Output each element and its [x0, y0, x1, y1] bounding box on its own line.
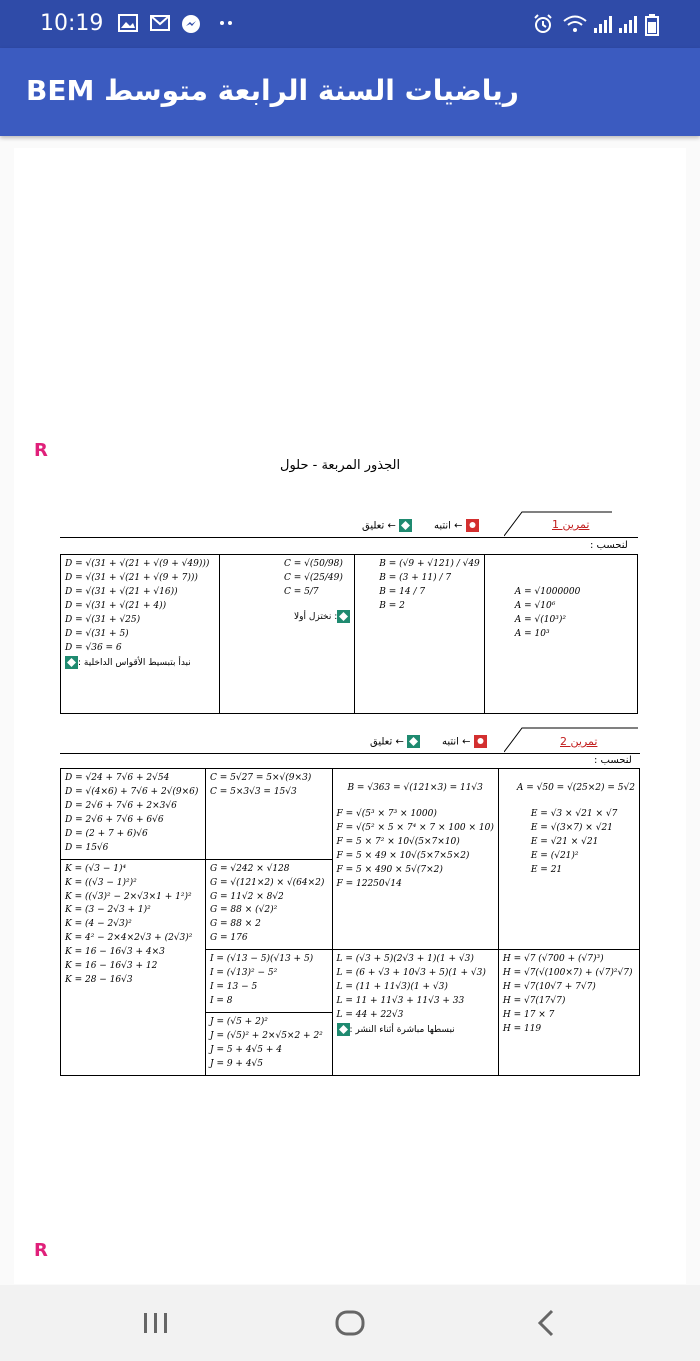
e2f-equation: F = √(5³ × 7³ × 1000) [336, 808, 437, 819]
e1c-equation: C = √(50/98) [284, 559, 343, 569]
e2g-equation: G = 88 × (√2)² [209, 905, 278, 916]
exercise1-col-a [484, 555, 637, 714]
exercise1-compute: لنحسب : [590, 540, 628, 551]
back-icon[interactable] [534, 1307, 558, 1339]
diamond-icon [337, 610, 350, 623]
skull-icon [474, 735, 487, 748]
e2b-equation: B = √363 = √(121×3) = 11√3 [347, 783, 483, 793]
e1b-equation: B = (3 + 11) / 7 [379, 572, 452, 583]
e1a-equation: A = √(10³)² [514, 614, 566, 625]
exercise2-col-e [498, 769, 639, 950]
e1b-equation: B = 14 / 7 [379, 586, 426, 597]
home-icon[interactable] [334, 1307, 366, 1339]
e2i-equation: I = 8 [209, 996, 233, 1007]
e1c-equation: C = √(25/49) [284, 572, 343, 583]
exercise2-l-note: : نبسطها مباشرة أثناء النشر [337, 1025, 455, 1035]
e2k-equation: K = 16 − 16√3 + 12 [65, 961, 158, 972]
e2l-equation: L = 44 + 22√3 [336, 1010, 404, 1020]
e2h-equation: H = √7(10√7 + 7√7) [502, 982, 596, 993]
exercise1-col-b [355, 555, 484, 714]
e2e-equation: E = (√21)² [530, 850, 579, 861]
signal-icon-1 [592, 14, 614, 34]
wifi-icon [562, 14, 588, 34]
e2g-equation: G = 88 × 2 [209, 919, 261, 930]
e2h-equation: H = √7 (√700 + (√7)³) [502, 954, 604, 965]
battery-icon [645, 14, 659, 36]
exercise2-label: تمرين 2 [560, 735, 598, 748]
document-page[interactable] [14, 148, 686, 1284]
e2h-equation: H = √7(√(100×7) + (√7)²√7) [502, 968, 633, 979]
r-mark-top: R [34, 440, 48, 461]
exercise1-c-note: نختزل أولا [294, 611, 332, 622]
e1a-equation: A = √1000000 [514, 587, 581, 597]
exercise2-comment: ← تعليق [370, 735, 420, 748]
exercise2-col-g [205, 859, 332, 950]
e2a-equation: A = √50 = √(25×2) = 5√2 [516, 783, 635, 793]
e2d-equation: D = (2 + 7 + 6)√6 [65, 828, 148, 839]
signal-icon-2 [617, 14, 639, 34]
e2f-equation: F = 5 × 7² × 10√(5×7×10) [336, 836, 460, 847]
e2i-equation: I = (√13)² − 5² [209, 968, 278, 979]
e2g-equation: G = 176 [209, 933, 248, 944]
recents-icon[interactable] [142, 1307, 170, 1339]
exercise1-d-note: : نبدأ بتبسيط الأقواس الداخلية [65, 658, 191, 668]
exercise2-warn: ← انتبه [442, 735, 487, 748]
e2j-equation: J = (√5)² + 2×√5×2 + 2² [209, 1030, 323, 1041]
e2d-equation: D = 15√6 [65, 842, 109, 853]
e1b-equation: B = 2 [379, 600, 405, 611]
exercise2-col-j [205, 1013, 332, 1076]
navigation-bar [0, 1285, 700, 1361]
e1d-equation: D = √(31 + √25) [65, 614, 141, 625]
e2e-equation: E = √21 × √21 [530, 836, 599, 847]
e1d-equation: D = √(31 + 5) [65, 628, 129, 639]
messenger-icon [181, 14, 201, 34]
exercise2-col-h [498, 950, 639, 1076]
exercise1-col-d [61, 555, 220, 714]
e2h-equation: H = 17 × 7 [502, 1010, 555, 1020]
e1a-equation: A = √10⁶ [514, 600, 556, 611]
e2k-equation: K = 16 − 16√3 + 4×3 [65, 947, 165, 958]
e2j-equation: J = 9 + 4√5 [209, 1058, 264, 1069]
e1c-equation: C = 5/7 [284, 586, 319, 597]
e2c-equation: C = 5√27 = 5×√(9×3) [209, 773, 312, 783]
exercise2-col-i [205, 950, 332, 1013]
e1d-equation: D = √(31 + √(21 + √(9 + 7))) [65, 572, 198, 583]
e1d-equation: D = √(31 + √(21 + 4)) [65, 600, 167, 611]
e2l-equation: L = (√3 + 5)(2√3 + 1)(1 + √3) [336, 954, 474, 965]
diamond-icon [399, 519, 412, 532]
alarm-icon [532, 14, 554, 34]
e2k-equation: K = ((√3)² − 2×√3×1 + 1²)² [65, 891, 192, 902]
r-mark-bottom: R [34, 1240, 48, 1261]
e1d-equation: D = √36 = 6 [65, 642, 122, 653]
e2i-equation: I = (√13 − 5)(√13 + 5) [209, 954, 314, 965]
exercise1-table [60, 554, 638, 714]
gallery-icon [118, 14, 138, 32]
exercise1-comment: ← تعليق [362, 519, 412, 532]
e2g-equation: G = 11√2 × 8√2 [209, 891, 284, 902]
e2f-equation: F = 5 × 490 × 5√(7×2) [336, 864, 443, 875]
e2l-equation: L = (11 + 11√3)(1 + √3) [336, 982, 448, 993]
e2f-equation: F = 5 × 49 × 10√(5×7×5×2) [336, 850, 470, 861]
skull-icon [466, 519, 479, 532]
exercise1-label: تمرين 1 [552, 518, 590, 531]
exercise2-col-f [332, 769, 498, 950]
e2j-equation: J = (√5 + 2)² [209, 1017, 268, 1027]
e2e-equation: E = 21 [530, 864, 563, 875]
e2g-equation: G = √(121×2) × √(64×2) [209, 877, 325, 888]
e2k-equation: K = 28 − 16√3 [65, 975, 133, 986]
e1d-equation: D = √(31 + √(21 + √16)) [65, 586, 178, 597]
e2l-equation: L = (6 + √3 + 10√3 + 5)(1 + √3) [336, 968, 486, 979]
e2e-equation: E = √(3×7) × √21 [530, 822, 613, 833]
diamond-icon [65, 656, 78, 669]
mail-icon [150, 14, 170, 32]
e2k-equation: K = (3 − 2√3 + 1)² [65, 905, 151, 916]
diamond-icon [337, 1023, 350, 1036]
exercise2-compute: لنحسب : [594, 755, 632, 766]
exercise2-col-d [61, 769, 206, 860]
e2d-equation: D = 2√6 + 7√6 + 2×3√6 [65, 800, 177, 811]
e2d-equation: D = √24 + 7√6 + 2√54 [65, 773, 170, 783]
e2d-equation: D = 2√6 + 7√6 + 6√6 [65, 814, 164, 825]
e2h-equation: H = 119 [502, 1023, 542, 1034]
e2f-equation: F = √(5² × 5 × 7⁴ × 7 × 100 × 10) [336, 822, 494, 833]
more-icon [218, 20, 238, 26]
e2i-equation: I = 13 − 5 [209, 982, 258, 993]
e2g-equation: G = √242 × √128 [209, 863, 290, 874]
status-bar [0, 0, 700, 48]
e2k-equation: K = (4 − 2√3)² [65, 919, 132, 930]
e2h-equation: H = √7(17√7) [502, 996, 566, 1007]
e1a-equation: A = 10³ [514, 628, 550, 639]
e1b-equation: B = (√9 + √121) / √49 [379, 559, 480, 569]
exercise1-warn: ← انتبه [434, 519, 479, 532]
e2k-equation: K = ((√3 − 1)²)² [65, 877, 137, 888]
e2f-equation: F = 12250√14 [336, 878, 402, 889]
exercise2-table [60, 768, 640, 1076]
e2l-equation: L = 11 + 11√3 + 11√3 + 33 [336, 996, 465, 1007]
e2j-equation: J = 5 + 4√5 + 4 [209, 1044, 283, 1055]
e2c-equation: C = 5×3√3 = 15√3 [209, 786, 297, 797]
document-title: الجذور المربعة - حلول [280, 458, 401, 473]
exercise1-col-c: C = √(50/98) C = √(25/49) C = 5/7 : نختزل أولا [220, 555, 355, 714]
e1d-equation: D = √(31 + √(21 + √(9 + √49))) [65, 559, 210, 569]
e2e-equation: E = √3 × √21 × √7 [530, 808, 618, 819]
app-title: رياضيات السنة الرابعة متوسط BEM [26, 74, 519, 107]
diamond-icon [407, 735, 420, 748]
e2k-equation: K = (√3 − 1)⁴ [65, 863, 127, 874]
e2k-equation: K = 4² − 2×4×2√3 + (2√3)² [65, 933, 193, 944]
exercise2-col-k [61, 859, 206, 1075]
exercise2-col-l [332, 950, 498, 1076]
app-bar [0, 48, 700, 136]
e2d-equation: D = √(4×6) + 7√6 + 2√(9×6) [65, 786, 199, 797]
exercise2-col-c [205, 769, 332, 860]
status-time: 10:19 [40, 11, 104, 36]
